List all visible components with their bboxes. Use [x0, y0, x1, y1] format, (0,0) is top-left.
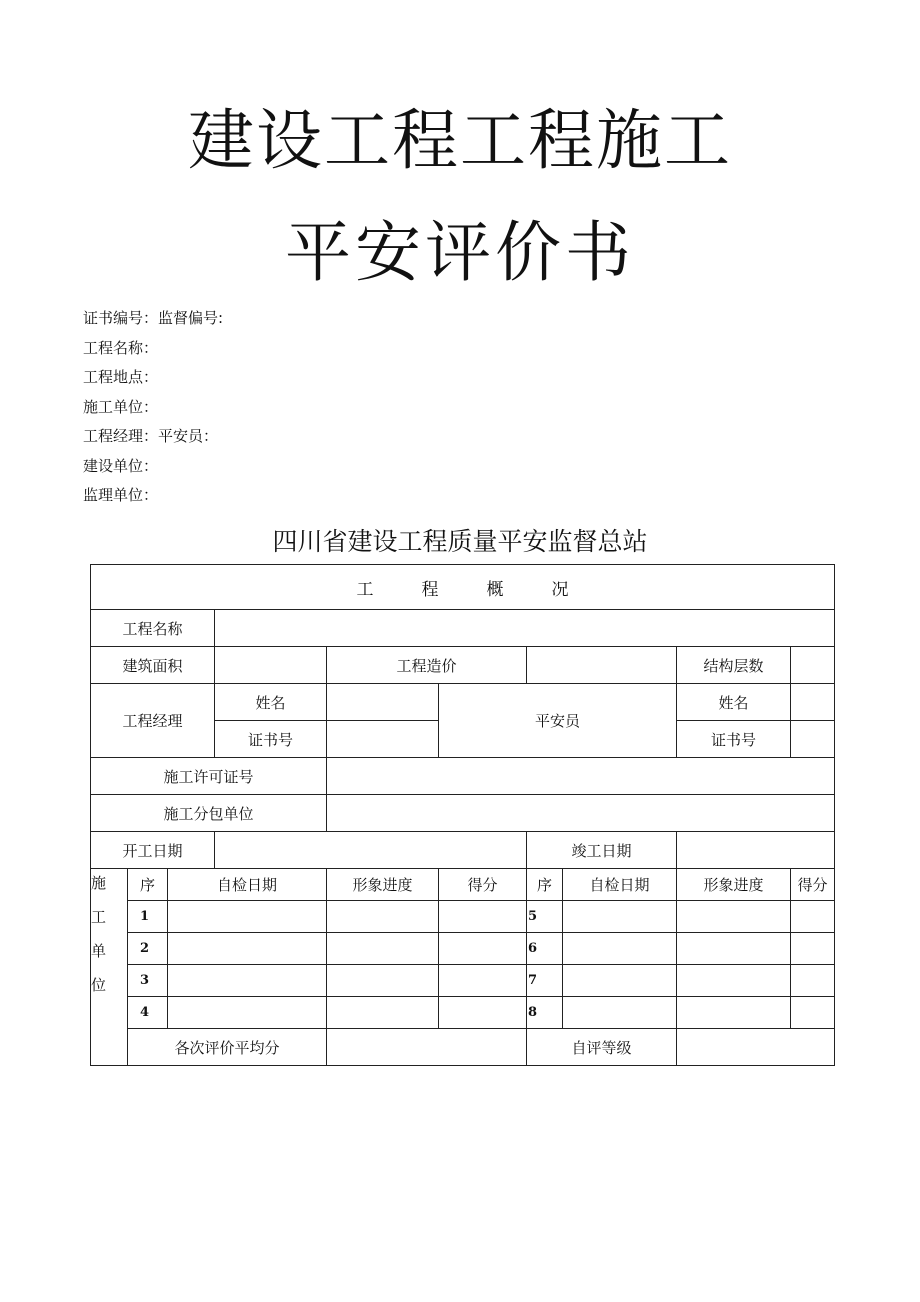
col-check-date-left: 自检日期	[168, 869, 327, 901]
cell	[563, 933, 677, 965]
col-check-date-right: 自检日期	[563, 869, 677, 901]
label-project-cost: 工程造价	[327, 647, 527, 684]
field-cert-number: 证书编号：监督偏号:	[83, 309, 224, 327]
cell	[677, 997, 791, 1029]
cell	[327, 901, 439, 933]
field-owner-unit: 建设单位：	[83, 456, 159, 475]
col-progress-left: 形象进度	[327, 869, 439, 901]
cell	[677, 965, 791, 997]
cell	[439, 997, 527, 1029]
cell	[677, 901, 791, 933]
value-avg-score	[327, 1029, 527, 1066]
value-structure-floors	[791, 647, 835, 684]
cell	[439, 901, 527, 933]
label-officer-name: 姓名	[677, 684, 791, 721]
label-project-manager: 工程经理	[91, 684, 215, 758]
col-score-left: 得分	[439, 869, 527, 901]
value-project-cost	[527, 647, 677, 684]
row-number-right: 6	[527, 933, 563, 965]
cell	[791, 901, 835, 933]
cell	[168, 933, 327, 965]
row-number-left: 4	[128, 997, 168, 1029]
label-manager-name: 姓名	[215, 684, 327, 721]
col-seq-right: 序	[527, 869, 563, 901]
label-start-date: 开工日期	[91, 832, 215, 869]
field-manager-safety: 工程经理：平安员：	[83, 427, 219, 445]
cell	[327, 965, 439, 997]
cell	[168, 997, 327, 1029]
value-project-name	[215, 610, 835, 647]
label-building-area: 建筑面积	[91, 647, 215, 684]
value-subcontractor	[327, 795, 835, 832]
cell	[439, 965, 527, 997]
cell	[439, 933, 527, 965]
label-structure-floors: 结构层数	[677, 647, 791, 684]
row-number-right: 7	[527, 965, 563, 997]
table-header: 工程概况	[91, 565, 835, 610]
cell	[168, 901, 327, 933]
value-self-grade	[677, 1029, 835, 1066]
label-manager-cert: 证书号	[215, 721, 327, 758]
row-number-right: 5	[527, 901, 563, 933]
document-title-line2: 平安评价书	[285, 214, 635, 291]
cell	[791, 965, 835, 997]
field-project-location: 工程地点：	[83, 368, 159, 386]
value-manager-name	[327, 684, 439, 721]
field-construction-unit: 施工单位：	[83, 397, 159, 416]
label-officer-cert: 证书号	[677, 721, 791, 758]
label-safety-officer: 平安员	[439, 684, 677, 758]
issuer-title: 四川省建设工程质量平安监督总站	[272, 527, 648, 556]
value-start-date	[215, 832, 527, 869]
label-avg-score: 各次评价平均分	[128, 1029, 327, 1066]
value-officer-name	[791, 684, 835, 721]
value-permit-no	[327, 758, 835, 795]
value-finish-date	[677, 832, 835, 869]
row-number-left: 3	[128, 965, 168, 997]
cell	[791, 933, 835, 965]
cell	[327, 997, 439, 1029]
col-score-right: 得分	[791, 869, 835, 901]
label-permit-no: 施工许可证号	[91, 758, 327, 795]
label-self-grade: 自评等级	[527, 1029, 677, 1066]
info-fields	[83, 306, 223, 513]
project-overview-table	[90, 564, 835, 1066]
label-subcontractor: 施工分包单位	[91, 795, 327, 832]
value-building-area	[215, 647, 327, 684]
label-project-name: 工程名称	[91, 610, 215, 647]
cell	[791, 997, 835, 1029]
document-title-line1: 建设工程工程施工	[188, 102, 732, 179]
cell	[563, 965, 677, 997]
row-number-left: 1	[128, 901, 168, 933]
row-number-left: 2	[128, 933, 168, 965]
label-construction-unit-vertical: 施 工 单 位	[91, 869, 128, 1066]
cell	[563, 901, 677, 933]
cell	[563, 997, 677, 1029]
value-manager-cert	[327, 721, 439, 758]
value-officer-cert	[791, 721, 835, 758]
col-seq-left: 序	[128, 869, 168, 901]
cell	[168, 965, 327, 997]
cell	[327, 933, 439, 965]
field-supervision-unit: 监理单位：	[83, 486, 159, 504]
row-number-right: 8	[527, 997, 563, 1029]
col-progress-right: 形象进度	[677, 869, 791, 901]
label-finish-date: 竣工日期	[527, 832, 677, 869]
field-project-name: 工程名称：	[83, 338, 159, 357]
cell	[677, 933, 791, 965]
